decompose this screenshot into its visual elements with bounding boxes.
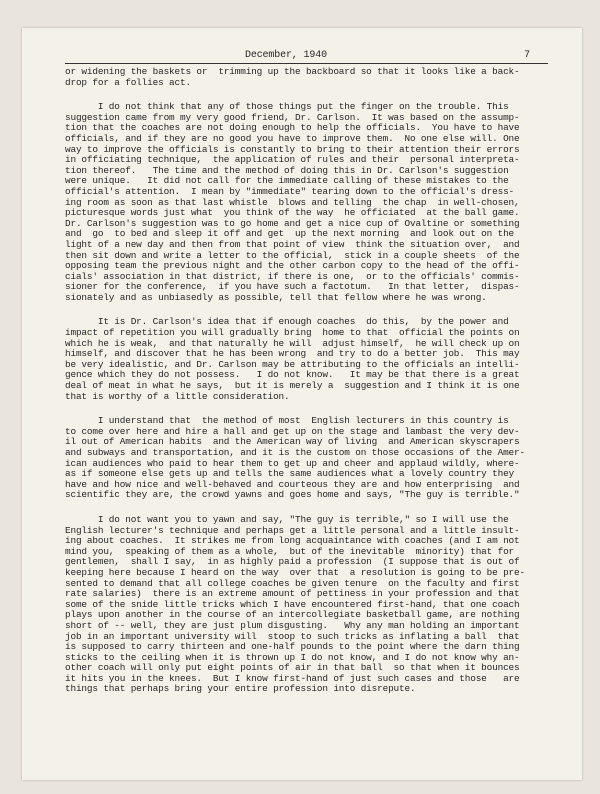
text-line: plays upon another in the course of an intercollegiate basketball game, are nothing xyxy=(65,610,520,621)
paragraph xyxy=(65,67,548,88)
text-line: cials' association in that district, if there is one, or to the officials' commis- xyxy=(65,271,520,282)
text-line: job in an important university will stoop to such tricks as inflating a ball that xyxy=(65,631,520,642)
text-line: himself, and discover that he has been wrong and try to do a better job. This may xyxy=(65,349,520,360)
text-line: official's attention. I mean by "immediate" tearing down to the official's dress- xyxy=(65,186,515,197)
text-line: mind you, speaking of them as a whole, but of the inevitable minority) that for xyxy=(65,546,515,557)
text-line: scientific they are, the crowd yawns and goes home and says, "The guy is terrible." xyxy=(65,490,520,501)
text-line: I do not think that any of those things put the finger on the trouble. This xyxy=(65,102,509,113)
text-line: sionately and as unbiasedly as possible, tell that fellow where he was wrong. xyxy=(65,292,487,303)
text-line: and go to bed and sleep it off and get up the next morning and look out on the xyxy=(65,229,515,240)
text-line: sioner for the conference, if you have such a factotum. In that letter, dispas- xyxy=(65,282,520,293)
text-line: ing about coaches. It strikes me from long acquaintance with coaches (and I am not xyxy=(65,536,520,547)
text-line: tion thereof. The time and the method of doing this in Dr. Carlson's suggestion xyxy=(65,165,509,176)
text-line: gence which they do not possess. I do not know. It may be that there is a great xyxy=(65,370,520,381)
text-line: light of a new day and then from that point of view think the situation over, and xyxy=(65,239,520,250)
text-line: gentlemen, shall I say, in as highly paid a profession (I suppose that is out of xyxy=(65,557,520,568)
text-line: other coach will only put eight points of air in that ball so that when it bounces xyxy=(65,663,520,674)
text-line: picturesque words just what you think of the way he officiated at the ball game. xyxy=(65,208,520,219)
text-line: suggestion came from my very good friend, Dr. Carlson. It was based on the assump- xyxy=(65,112,520,123)
text-line: drop for a follies act. xyxy=(65,77,191,88)
text-line: that is worthy of a little consideration. xyxy=(65,391,290,402)
page-content xyxy=(65,51,548,709)
text-line: to come over here and hire a hall and get up on the stage and lambast the very dev- xyxy=(65,426,520,437)
text-line: or widening the baskets or trimming up the backboard so that it looks like a back- xyxy=(65,67,520,77)
document-page xyxy=(22,28,582,780)
text-line: English lecturer's technique and perhaps get a little personal and a little insult- xyxy=(65,525,520,536)
text-line: officials, and if they are no good you have to improve them. No one else will. One xyxy=(65,133,520,144)
text-line: impact of repetition you will gradually bring home to that official the points on xyxy=(65,328,520,339)
header-date: December, 1940 xyxy=(245,50,327,61)
text-line: ing room as soon as that last whistle blows and telling the chap in well-chosen, xyxy=(65,197,520,208)
text-line: opposing team the previous night and the other carbon copy to the head of the offi- xyxy=(65,261,520,272)
text-line: which he is weak, and that naturally he will adjust himself, he will check up on xyxy=(65,338,520,349)
text-line: Dr. Carlson's suggestion was to go home and get a nice cup of Ovaltine or something xyxy=(65,218,520,229)
text-line: It is Dr. Carlson's idea that if enough coaches do this, by the power and xyxy=(65,317,509,328)
paragraph xyxy=(65,317,548,402)
paragraph xyxy=(65,416,548,501)
text-line: sticks to the ceiling when it is thrown up I do not know, and I do not know why an- xyxy=(65,652,520,663)
paragraph xyxy=(65,515,548,695)
text-line: it hits you in the knees. But I know first-hand of just such cases and those are xyxy=(65,673,520,684)
text-line: were unique. It did not call for the immediate calling of these mistakes to the xyxy=(65,176,509,187)
document-body xyxy=(65,67,548,695)
text-line: ican audiences who paid to hear them to get up and cheer and applaud wildly, where- xyxy=(65,458,520,469)
text-line: tion that the coaches are not doing enough to help the officials. You have to have xyxy=(65,123,520,134)
text-line: is supposed to carry thirteen and one-half pounds to the point where the darn thing xyxy=(65,642,520,653)
page-number: 7 xyxy=(524,50,530,61)
text-line: rate salaries) there is an extreme amount of pettiness in your profession and that xyxy=(65,589,520,600)
text-line: then sit down and write a letter to the official, stick in a couple sheets of the xyxy=(65,250,520,261)
text-line: short of -- well, they are just plum disgusting. Why any man holding an important xyxy=(65,620,520,631)
text-line: and subways and transportation, and it is the custom on those occasions of the Amer- xyxy=(65,448,525,458)
text-line: have and how nice and well-behaved and courteous they are and how enterprising and xyxy=(65,479,520,490)
text-line: I understand that the method of most English lecturers in this country is xyxy=(65,416,509,427)
text-line: things that perhaps bring your entire profession into disrepute. xyxy=(65,684,416,695)
text-line: way to improve the officials is constantly to bring to their attention their errors xyxy=(65,144,520,155)
text-line: in officiating technique, the application of rules and their personal interpreta- xyxy=(65,155,520,166)
page-header xyxy=(65,51,548,64)
paragraph xyxy=(65,102,548,303)
text-line: keeping here because I heard on the way over that a resolution is going to be pre- xyxy=(65,567,525,578)
text-line: as if someone else gets up and tells the same audiences what a lovely country they xyxy=(65,469,515,480)
text-line: I do not want you to yawn and say, "The guy is terrible," so I will use the xyxy=(65,514,509,525)
text-line: il out of American habits and the American way of living and American skyscrapers xyxy=(65,437,520,448)
text-line: sented to demand that all college coaches be given tenure on the faculty and first xyxy=(65,578,520,589)
text-line: be very idealistic, and Dr. Carlson may be attributing to the officials an intelli- xyxy=(65,359,520,370)
text-line: deal of meat in what he says, but it is merely a suggestion and I think it is one xyxy=(65,381,520,392)
text-line: some of the snide little tricks which I have encountered first-hand, that one coach xyxy=(65,599,520,610)
